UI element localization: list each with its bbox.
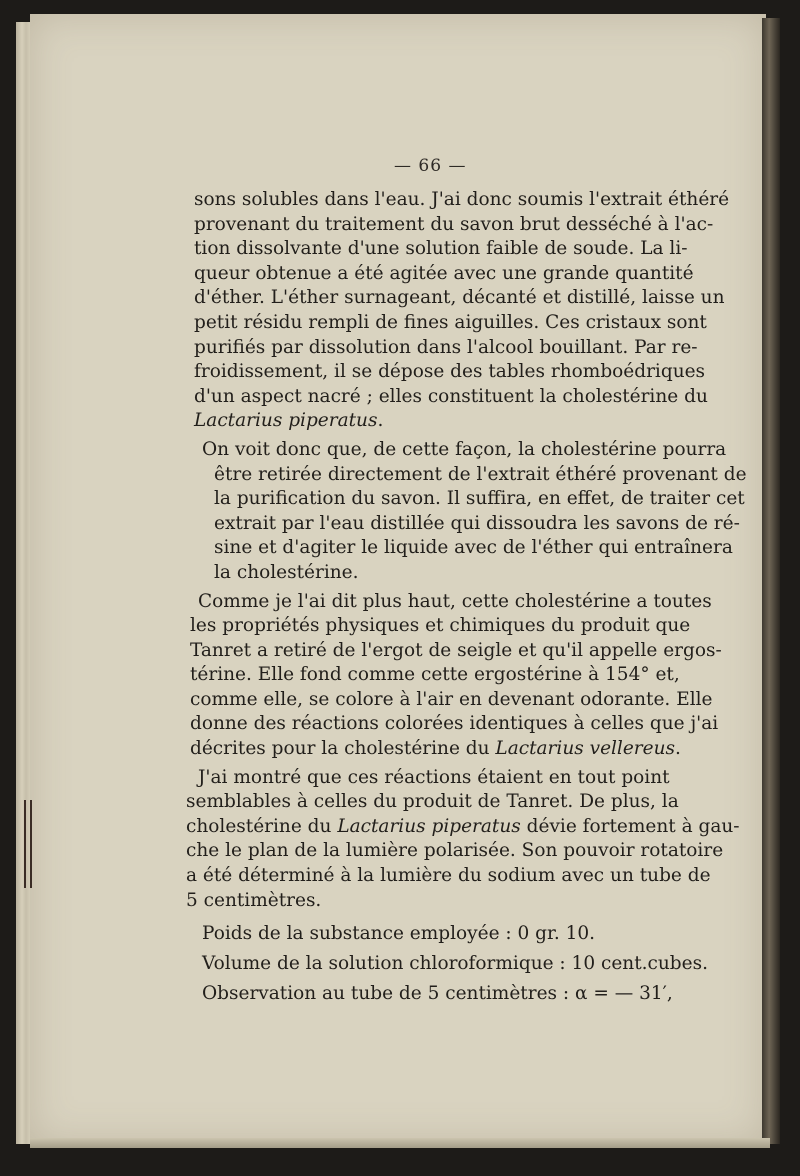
text-line: a été déterminé à la lumière du sodium avec un tube de — [186, 865, 711, 887]
text-line: On voit donc que, de cette façon, la cholestérine pourra — [202, 438, 727, 460]
text-fragment: décrites pour la cholestérine du — [190, 738, 496, 760]
measurement-lines — [192, 919, 708, 1009]
text-fragment: cholestérine du — [186, 815, 338, 837]
text-line — [186, 815, 740, 840]
page-gutter-shadow — [762, 18, 780, 1144]
margin-marks — [22, 800, 36, 890]
text-line: sine et d'agiter le liquide avec de l'éther qui entraînera — [214, 537, 733, 559]
text-line: provenant du traitement du savon brut desséché à l'ac- — [194, 213, 714, 235]
text-line: froidissement, il se dépose des tables rhomboédriques — [194, 361, 706, 383]
text-line: la purification du savon. Il suffira, en effet, de traiter cet — [214, 488, 745, 510]
page-bottom-edge — [30, 1138, 770, 1148]
text-fragment: . — [675, 738, 681, 760]
species-name: Lactarius piperatus — [194, 410, 378, 432]
text-line: petit résidu rempli de fines aiguilles. Ces cristaux sont — [194, 311, 707, 333]
text-line: J'ai montré que ces réactions étaient en tout point — [198, 766, 670, 788]
text-line: extrait par l'eau distillée qui dissoudra les savons de ré- — [214, 512, 740, 534]
text-line: les propriétés physiques et chimiques du produit que — [190, 615, 691, 637]
page-number: — 66 — — [394, 156, 467, 176]
text-line: semblables à celles du produit de Tanret. De plus, la — [186, 791, 679, 813]
text-fragment: . — [377, 410, 384, 432]
paragraph-2 — [194, 438, 747, 586]
text-line: sons solubles dans l'eau. J'ai donc soumis l'extrait éthéré — [194, 189, 730, 210]
species-name: Lactarius vellereus — [495, 738, 675, 760]
text-line: purifiés par dissolution dans l'alcool bouillant. Par re- — [194, 336, 698, 358]
text-fragment: dévie fortement à gau- — [520, 815, 740, 837]
text-line: donne des réactions colorées identiques à celles que j'ai — [190, 713, 719, 735]
measurement-line-volume: Volume de la solution chloroformique : 10 cent.cubes. — [202, 953, 708, 975]
text-line: d'un aspect nacré ; elles constituent la cholestérine du — [194, 385, 708, 407]
text-line: 5 centimètres. — [186, 889, 322, 911]
measurement-line-observation: Observation au tube de 5 centimètres : α = — 31′, — [202, 983, 673, 1005]
measurement-line-weight: Poids de la substance employée : 0 gr. 10. — [202, 923, 595, 945]
text-line: térine. Elle fond comme cette ergostérine à 154° et, — [190, 664, 680, 686]
paragraph-4 — [186, 766, 740, 914]
text-line: che le plan de la lumière polarisée. Son pouvoir rotatoire — [186, 840, 724, 862]
text-line — [190, 737, 681, 762]
text-line: Comme je l'ai dit plus haut, cette cholestérine a toutes — [198, 590, 712, 612]
text-line: être retirée directement de l'extrait éthéré provenant de — [214, 463, 747, 485]
text-line — [194, 409, 656, 434]
text-line: comme elle, se colore à l'air en devenant odorante. Elle — [190, 688, 713, 710]
paragraph-3 — [190, 590, 722, 762]
text-line: d'éther. L'éther surnageant, décanté et distillé, laisse un — [194, 287, 725, 309]
text-line: la cholestérine. — [214, 561, 359, 583]
paragraph-1 — [194, 188, 730, 434]
text-line: tion dissolvante d'une solution faible de soude. La li- — [194, 238, 688, 260]
text-line: Tanret a retiré de l'ergot de seigle et qu'il appelle ergos- — [190, 639, 722, 661]
text-line: queur obtenue a été agitée avec une grande quantité — [194, 262, 694, 284]
species-name: Lactarius piperatus — [337, 815, 521, 837]
body-text — [186, 188, 747, 1009]
